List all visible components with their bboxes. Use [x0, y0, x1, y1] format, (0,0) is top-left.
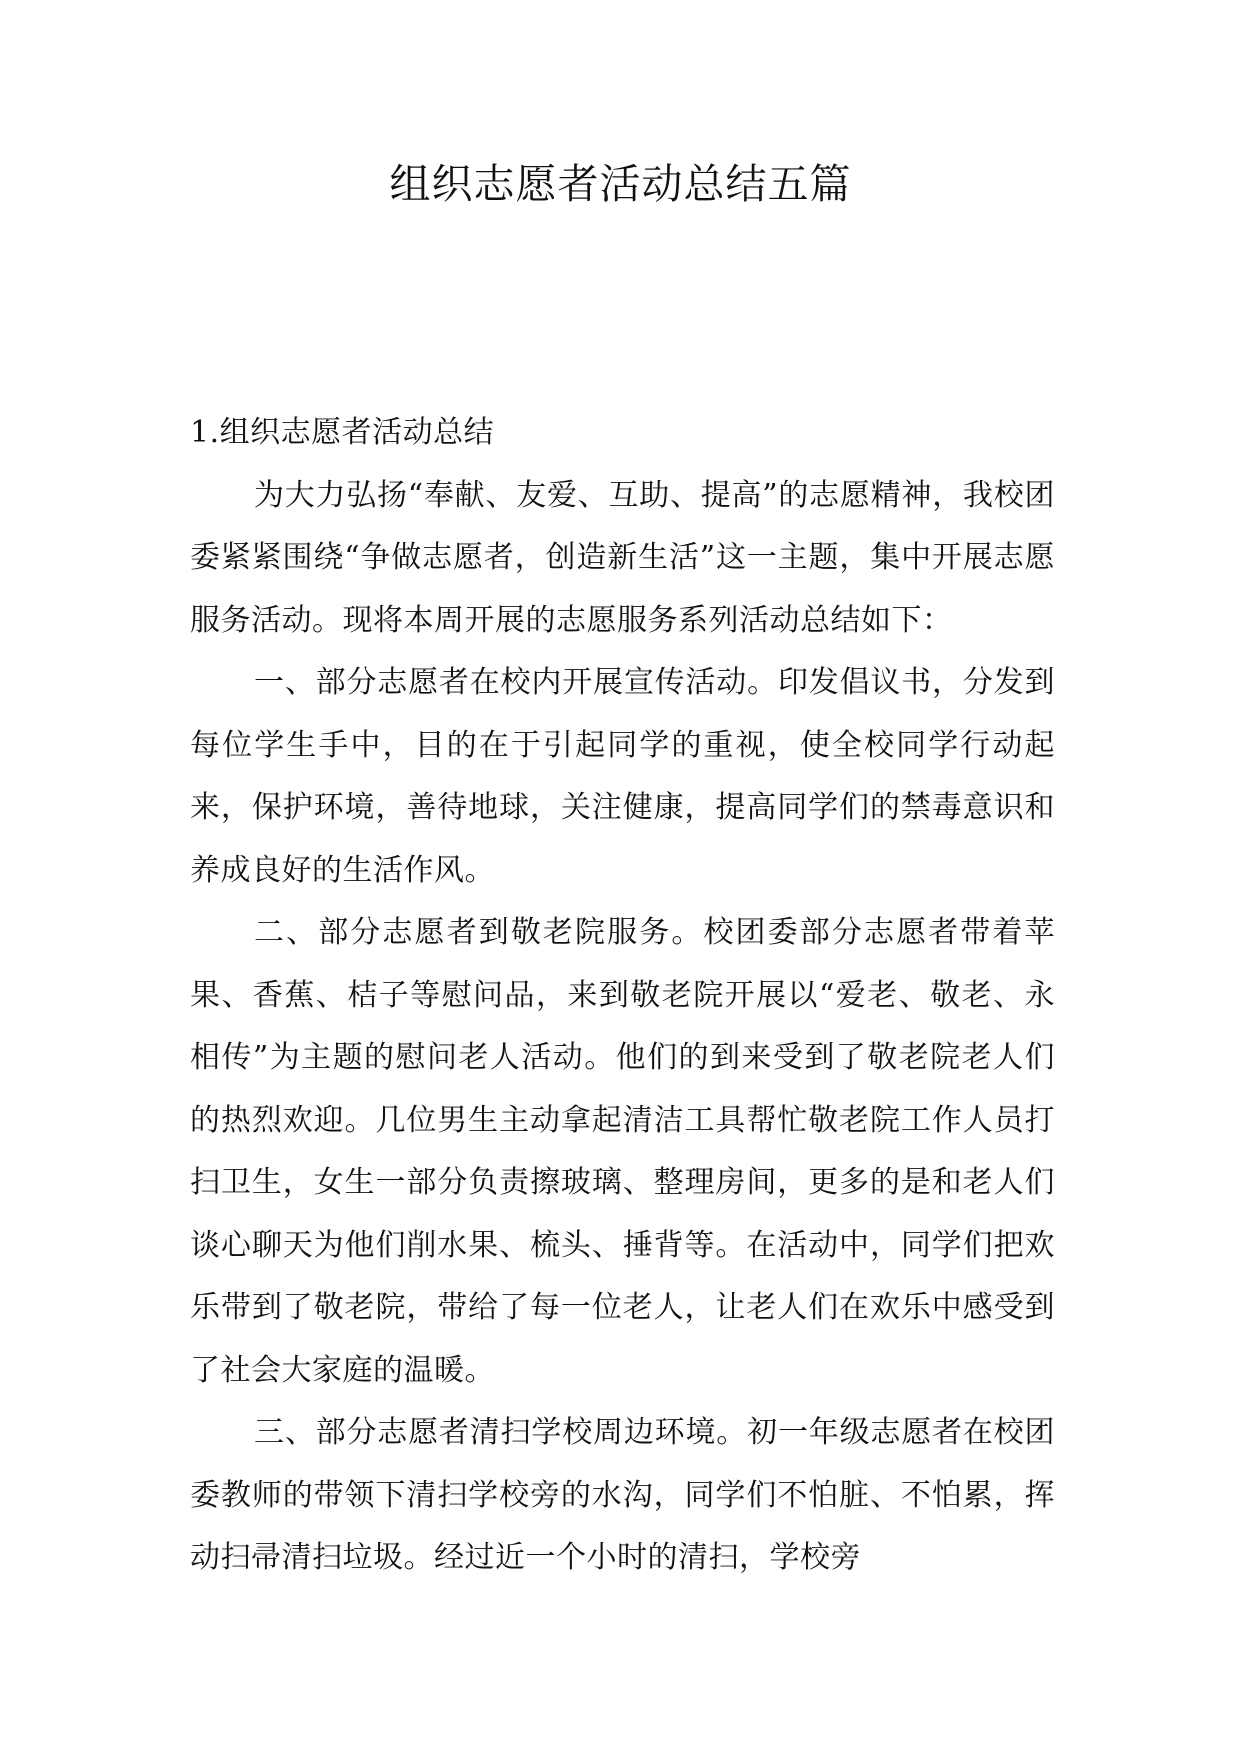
paragraph-intro: 为大力弘扬“奉献、友爱、互助、提高”的志愿精神，我校团委紧紧围绕“争做志愿者，创造新生活”这一主题，集中开展志愿服务活动。现将本周开展的志愿服务系列活动总结如下：	[190, 477, 1055, 638]
paragraph-item-1: 一、部分志愿者在校内开展宣传活动。印发倡议书，分发到每位学生手中，目的在于引起同学的重视，使全校同学行动起来，保护环境，善待地球，关注健康，提高同学们的禁毒意识和养成良好的生活作风。	[190, 665, 1055, 888]
section-heading: 1.组织志愿者活动总结	[190, 415, 495, 450]
paragraph-item-2: 二、部分志愿者到敬老院服务。校团委部分志愿者带着苹果、香蕉、桔子等慰问品，来到敬老院开展以“爱老、敬老、永相传”为主题的慰问老人活动。他们的到来受到了敬老院老人们的热烈欢迎。几位男生主动拿起清洁工具帮忙敬老院工作人员打扫卫生，女生一部分负责擦玻璃、整理房间，更多的是和老人们谈心聊天为他们削水果、梳头、捶背等。在活动中，同学们把欢乐带到了敬老院，带给了每一位老人，让老人们在欢乐中感受到了社会大家庭的温暖。	[190, 915, 1055, 1388]
document-body	[190, 402, 1055, 1590]
document-title: 组织志愿者活动总结五篇	[389, 160, 852, 208]
paragraph-item-3: 三、部分志愿者清扫学校周边环境。初一年级志愿者在校团委教师的带领下清扫学校旁的水沟，同学们不怕脏、不怕累，挥动扫帚清扫垃圾。经过近一个小时的清扫，学校旁	[190, 1415, 1055, 1575]
